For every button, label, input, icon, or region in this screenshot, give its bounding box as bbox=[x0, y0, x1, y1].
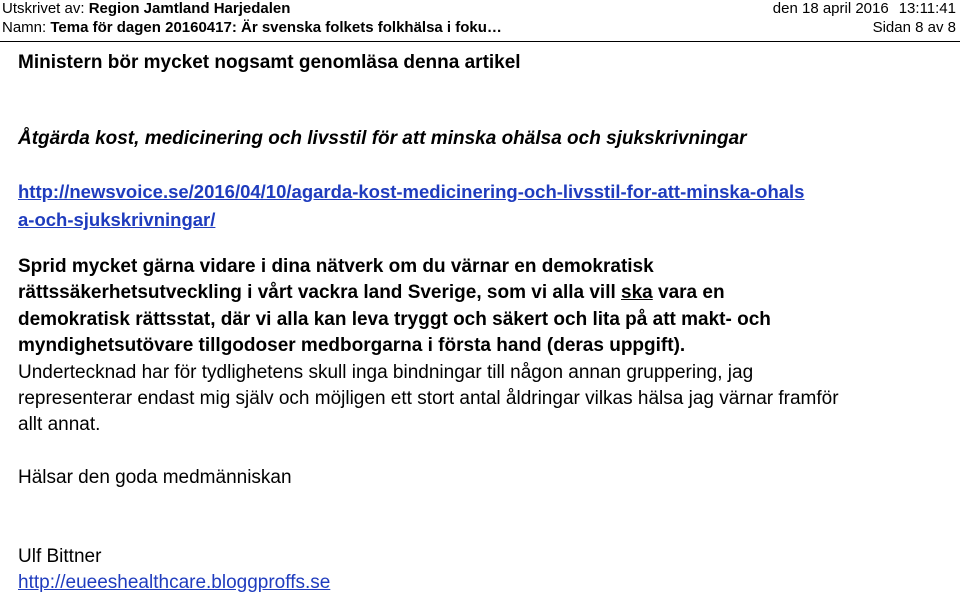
name-label: Namn: bbox=[2, 19, 47, 36]
printed-by bbox=[2, 0, 290, 18]
printed-by-value: Region Jamtland Harjedalen bbox=[88, 0, 291, 17]
share-text-line-3: demokratisk rättsstat, där vi alla kan leva tryggt och säkert och lita på att makt- och bbox=[18, 309, 771, 330]
share-text-line-2a: rättssäkerhetsutveckling i vårt vackra land Sverige, som vi alla vill bbox=[18, 282, 622, 303]
signature-link[interactable]: http://eueeshealthcare.bloggproffs.se bbox=[18, 572, 331, 593]
name-value: Tema för dagen 20160417: Är svenska folkets folkhälsa i foku… bbox=[50, 19, 502, 36]
signature-name: Ulf Bittner bbox=[18, 546, 102, 567]
share-text-line-2 bbox=[18, 281, 725, 305]
minister-note: Ministern bör mycket nogsamt genomläsa denna artikel bbox=[18, 52, 521, 73]
page-indicator: Sidan 8 av 8 bbox=[872, 19, 956, 36]
print-time: 13:11:41 bbox=[898, 0, 956, 17]
printed-by-label: Utskrivet av: bbox=[2, 0, 85, 17]
signature-url-line[interactable] bbox=[18, 571, 330, 595]
article-url-line-1[interactable] bbox=[18, 180, 804, 204]
header-divider bbox=[0, 41, 960, 42]
article-title: Åtgärda kost, medicinering och livsstil för att minska ohälsa och sjukskrivningar bbox=[18, 128, 747, 149]
share-text-line-1: Sprid mycket gärna vidare i dina nätverk om du värnar en demokratisk bbox=[18, 256, 654, 277]
ska-link[interactable]: ska bbox=[621, 282, 653, 303]
share-text-line-4: myndighetsutövare tillgodoser medborgarna i första hand (deras uppgift). bbox=[18, 335, 686, 356]
disclaimer-line-3: allt annat. bbox=[18, 414, 101, 435]
print-date: den 18 april 2016 bbox=[772, 0, 889, 17]
disclaimer-line-1: Undertecknad har för tydlighetens skull inga bindningar till någon annan gruppering, jag bbox=[18, 362, 754, 383]
article-url-line-2[interactable] bbox=[18, 208, 215, 232]
print-timestamp bbox=[773, 0, 956, 18]
share-text-line-2b: vara en bbox=[652, 282, 725, 303]
article-link-part-1[interactable]: http://newsvoice.se/2016/04/10/agarda-kost-medicinering-och-livsstil-for-att-minska-ohals bbox=[18, 181, 805, 202]
article-link-part-2[interactable]: a-och-sjukskrivningar/ bbox=[18, 209, 216, 230]
greeting: Hälsar den goda medmänniskan bbox=[18, 467, 292, 488]
document-name bbox=[2, 19, 502, 37]
disclaimer-line-2: representerar endast mig själv och möjligen ett stort antal åldringar vilkas hälsa jag värnar framför bbox=[18, 388, 839, 409]
